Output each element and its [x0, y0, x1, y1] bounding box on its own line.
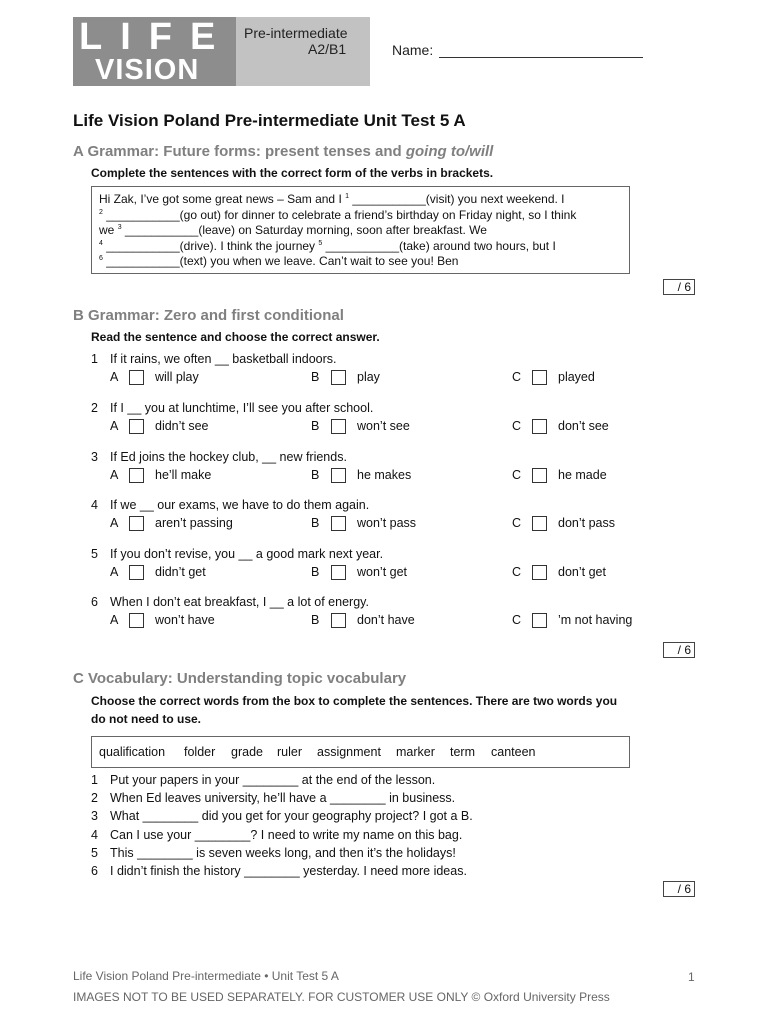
- option-letter-a: A: [110, 565, 119, 579]
- answer-checkbox[interactable]: [129, 613, 144, 628]
- sentence-text: When Ed leaves university, he’ll have a ________ in business.: [110, 791, 456, 805]
- sentence-number: 5: [91, 846, 98, 860]
- option-letter-b: B: [311, 419, 320, 433]
- option-letter-a: A: [110, 613, 119, 627]
- question-text: When I don’t eat breakfast, I __ a lot of energy.: [110, 595, 369, 609]
- sentence-number: 1: [91, 773, 98, 787]
- section-a-text: [99, 192, 624, 270]
- option-text: won’t get: [357, 565, 408, 579]
- option-letter-c: C: [512, 370, 522, 384]
- section-c-instruction-1: Choose the correct words from the box to complete the sentences. There are two words you: [91, 694, 618, 708]
- question-number: 6: [91, 595, 98, 609]
- option-letter-a: A: [110, 516, 119, 530]
- sentence-number: 6: [91, 864, 98, 878]
- question-number: 1: [91, 352, 98, 366]
- text-line: Hi Zak, I’ve got some great news – Sam and I $^1$ ___________(visit) you next weekend. I: [99, 192, 565, 206]
- answer-checkbox[interactable]: [129, 370, 144, 385]
- section-a-instruction: Complete the sentences with the correct form of the verbs in brackets.: [91, 166, 494, 180]
- cefr-label: A2/B1: [308, 41, 347, 57]
- question-number: 2: [91, 401, 98, 415]
- answer-checkbox[interactable]: [129, 468, 144, 483]
- option-text: don’t pass: [558, 516, 615, 530]
- section-a-heading: A Grammar: Future forms: present tenses and going to/will: [73, 143, 494, 160]
- answer-checkbox[interactable]: [129, 565, 144, 580]
- option-letter-c: C: [512, 468, 522, 482]
- option-letter-a: A: [110, 370, 119, 384]
- sentence-number: 4: [91, 828, 98, 842]
- sentence-text: Can I use your ________? I need to write my name on this bag.: [110, 828, 463, 842]
- section-a-score-box: / 6: [663, 279, 695, 295]
- question-number: 4: [91, 498, 98, 512]
- answer-checkbox[interactable]: [331, 468, 346, 483]
- option-letter-b: B: [311, 516, 320, 530]
- level-label: Pre-intermediate: [244, 25, 348, 41]
- option-text: he made: [558, 468, 607, 482]
- option-letter-c: C: [512, 516, 522, 530]
- option-text: play: [357, 370, 380, 384]
- sentence-text: Put your papers in your ________ at the end of the lesson.: [110, 773, 436, 787]
- option-text: don’t have: [357, 613, 415, 627]
- sentence-number: 2: [91, 791, 98, 805]
- option-text: won’t pass: [357, 516, 417, 530]
- section-a-text-box: [91, 186, 630, 274]
- footer-copyright: IMAGES NOT TO BE USED SEPARATELY. FOR CUSTOMER USE ONLY © Oxford University Press: [73, 990, 610, 1004]
- option-letter-c: C: [512, 565, 522, 579]
- answer-checkbox[interactable]: [331, 565, 346, 580]
- answer-checkbox[interactable]: [331, 613, 346, 628]
- section-b-score-box: / 6: [663, 642, 695, 658]
- option-letter-b: B: [311, 565, 320, 579]
- option-text: aren’t passing: [155, 516, 233, 530]
- word-item: marker: [396, 745, 435, 759]
- answer-checkbox[interactable]: [532, 516, 547, 531]
- option-letter-a: A: [110, 468, 119, 482]
- word-item: assignment: [317, 745, 381, 759]
- word-item: qualification: [99, 745, 166, 759]
- word-item: canteen: [491, 745, 536, 759]
- option-letter-b: B: [311, 468, 320, 482]
- option-text: won’t see: [357, 419, 410, 433]
- option-text: didn’t see: [155, 419, 209, 433]
- answer-checkbox[interactable]: [532, 370, 547, 385]
- logo-vision-text: VISION: [95, 54, 200, 86]
- sentence-text: What ________ did you get for your geography project? I got a B.: [110, 809, 473, 823]
- logo-life-text: LIFE: [79, 17, 234, 58]
- question-text: If it rains, we often __ basketball indoors.: [110, 352, 337, 366]
- option-text: will play: [155, 370, 199, 384]
- level-box: [236, 17, 370, 86]
- answer-checkbox[interactable]: [532, 565, 547, 580]
- section-b-instruction: Read the sentence and choose the correct answer.: [91, 330, 380, 344]
- question-text: If I __ you at lunchtime, I’ll see you after school.: [110, 401, 374, 415]
- word-box: [91, 736, 630, 768]
- option-text: don’t get: [558, 565, 606, 579]
- word-item: folder: [184, 745, 216, 759]
- option-text: he’ll make: [155, 468, 212, 482]
- logo-banner: [73, 17, 370, 86]
- option-letter-b: B: [311, 370, 320, 384]
- answer-checkbox[interactable]: [331, 419, 346, 434]
- section-c-heading: C Vocabulary: Understanding topic vocabulary: [73, 670, 407, 687]
- answer-checkbox[interactable]: [129, 516, 144, 531]
- page-number: 1: [688, 970, 695, 984]
- name-label: Name:: [392, 42, 434, 58]
- text-line: $^2$ ___________(go out) for dinner to celebrate a friend’s birthday on Friday night, so I think: [99, 207, 577, 222]
- sentence-text: This ________ is seven weeks long, and then it’s the holidays!: [110, 846, 456, 860]
- word-item: term: [450, 745, 475, 759]
- word-item: ruler: [277, 745, 303, 759]
- footer-course: Life Vision Poland Pre-intermediate • Unit Test 5 A: [73, 969, 339, 983]
- answer-checkbox[interactable]: [532, 419, 547, 434]
- answer-checkbox[interactable]: [331, 516, 346, 531]
- name-field-line[interactable]: [439, 57, 643, 58]
- section-c-instruction-2: do not need to use.: [91, 712, 201, 726]
- option-text: don’t see: [558, 419, 609, 433]
- question-number: 3: [91, 450, 98, 464]
- option-letter-a: A: [110, 419, 119, 433]
- option-text: won’t have: [155, 613, 215, 627]
- option-text: ’m not having: [558, 613, 633, 627]
- question-text: If Ed joins the hockey club, __ new friends.: [110, 450, 347, 464]
- option-letter-c: C: [512, 613, 522, 627]
- option-text: didn’t get: [155, 565, 206, 579]
- sentence-text: I didn’t finish the history ________ yesterday. I need more ideas.: [110, 864, 467, 878]
- text-line: $^4$ ___________(drive). I think the journey $^5$ ___________(take) around two hours, but I: [99, 238, 556, 253]
- text-line: $^6$ ___________(text) you when we leave. Can’t wait to see you! Ben: [99, 254, 459, 268]
- sentence-number: 3: [91, 809, 98, 823]
- test-title: Life Vision Poland Pre-intermediate Unit Test 5 A: [73, 111, 466, 130]
- option-letter-b: B: [311, 613, 320, 627]
- question-text: If we __ our exams, we have to do them again.: [110, 498, 370, 512]
- word-item: grade: [231, 745, 263, 759]
- question-number: 5: [91, 547, 98, 561]
- answer-checkbox[interactable]: [532, 468, 547, 483]
- option-text: played: [558, 370, 595, 384]
- answer-checkbox[interactable]: [129, 419, 144, 434]
- option-letter-c: C: [512, 419, 522, 433]
- answer-checkbox[interactable]: [331, 370, 346, 385]
- option-text: he makes: [357, 468, 412, 482]
- text-line: we $^3$ ___________(leave) on Saturday morning, soon after breakfast. We: [99, 223, 487, 237]
- answer-checkbox[interactable]: [532, 613, 547, 628]
- section-b-heading: B Grammar: Zero and first conditional: [73, 307, 344, 324]
- section-c-score-box: / 6: [663, 881, 695, 897]
- question-text: If you don’t revise, you __ a good mark next year.: [110, 547, 384, 561]
